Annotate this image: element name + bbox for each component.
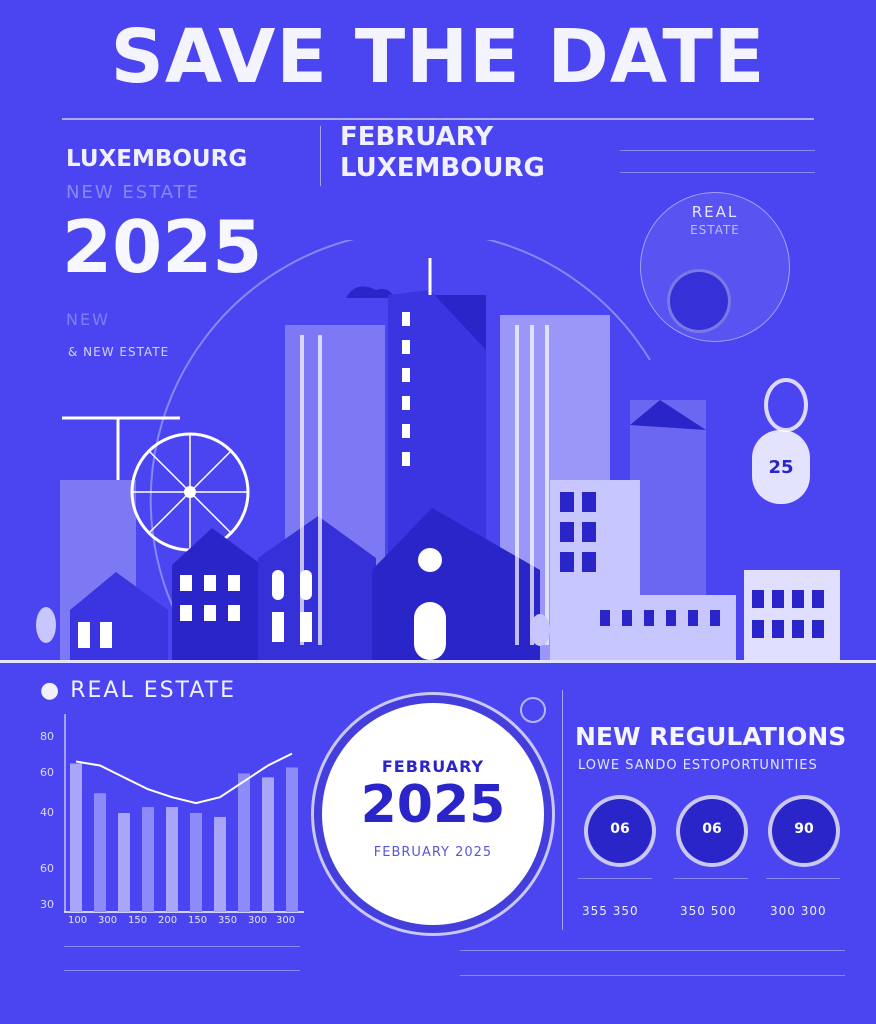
x-tick: 150 <box>128 915 148 926</box>
x-tick: 100 <box>68 915 88 926</box>
x-tick: 300 <box>98 915 118 926</box>
title-rule <box>62 118 814 120</box>
section-divider <box>562 690 563 930</box>
event-heading <box>340 122 545 184</box>
donut-chart-1 <box>584 795 656 867</box>
donut-chart-3 <box>768 795 840 867</box>
chart-bar <box>190 813 202 912</box>
donut-label: 06 <box>702 821 722 837</box>
bar-chart <box>40 710 310 925</box>
city-label: LUXEMBOURG <box>66 146 248 172</box>
deco-line <box>578 878 652 879</box>
regulations-title: NEW REGULATIONS <box>575 722 847 751</box>
bullet-icon: ● <box>40 678 71 703</box>
badge-line1: REAL <box>691 203 739 221</box>
y-tick: 60 <box>40 766 54 779</box>
date-circle <box>322 703 544 925</box>
date-month: FEBRUARY <box>381 757 485 776</box>
chart-trend-line <box>76 754 292 804</box>
event-month: FEBRUARY <box>340 122 494 152</box>
cloud-icon <box>346 286 394 298</box>
chart-bar <box>262 777 274 912</box>
deco-line <box>620 172 815 173</box>
donut-value: 350 500 <box>680 904 737 918</box>
tree-icon <box>36 607 56 643</box>
date-sub: FEBRUARY 2025 <box>373 845 493 860</box>
small-ring-icon <box>520 697 546 723</box>
x-tick: 200 <box>158 915 178 926</box>
chart-bar <box>238 773 250 912</box>
chart-label-text: REAL ESTATE <box>70 678 236 703</box>
tree-icon <box>530 614 550 646</box>
footer-line <box>460 975 845 976</box>
y-tick: 30 <box>40 898 54 911</box>
x-tick: 150 <box>188 915 208 926</box>
donut-label: 06 <box>610 821 630 837</box>
chart-bar <box>118 813 130 912</box>
x-tick: 350 <box>218 915 238 926</box>
chart-bar <box>166 807 178 912</box>
ghost-text-2: NEW <box>66 310 110 329</box>
donut-value: 300 300 <box>770 904 827 918</box>
event-city: LUXEMBOURG <box>340 153 545 183</box>
y-tick: 60 <box>40 862 54 875</box>
chart-bar <box>214 817 226 912</box>
y-tick: 40 <box>40 806 54 819</box>
header-divider <box>320 126 321 186</box>
row-building <box>588 595 736 660</box>
deco-line <box>766 878 840 879</box>
chart-plot <box>64 714 304 914</box>
key-tag: 25 <box>752 430 810 504</box>
year-label: 2025 <box>62 205 263 289</box>
page-title: SAVE THE DATE <box>110 14 766 100</box>
footer-line <box>64 946 300 947</box>
donut-chart-2 <box>676 795 748 867</box>
y-tick: 80 <box>40 730 54 743</box>
city-skyline-illustration <box>0 240 876 662</box>
ghost-text: NEW ESTATE <box>66 182 201 203</box>
footer-line <box>460 950 845 951</box>
house-2 <box>172 528 262 660</box>
chart-bar <box>94 793 106 912</box>
deco-line <box>674 878 748 879</box>
footer-line <box>64 970 300 971</box>
donut-label: 90 <box>794 821 814 837</box>
chart-bar <box>142 807 154 912</box>
deco-line <box>620 150 815 151</box>
manor-building <box>744 570 840 660</box>
chart-bar <box>70 764 82 913</box>
chart-bar <box>286 767 298 912</box>
x-tick: 300 <box>248 915 268 926</box>
small-caption: & NEW ESTATE <box>68 345 170 359</box>
regulations-subtitle: LOWE SANDO ESTOPORTUNITIES <box>578 758 818 773</box>
donut-value: 355 350 <box>582 904 639 918</box>
ground-line <box>0 660 876 663</box>
x-tick: 300 <box>276 915 296 926</box>
badge-line2: ESTATE <box>690 223 740 237</box>
date-year: 2025 <box>360 775 506 835</box>
chart-label <box>40 678 236 703</box>
key-ring-icon <box>764 378 808 432</box>
